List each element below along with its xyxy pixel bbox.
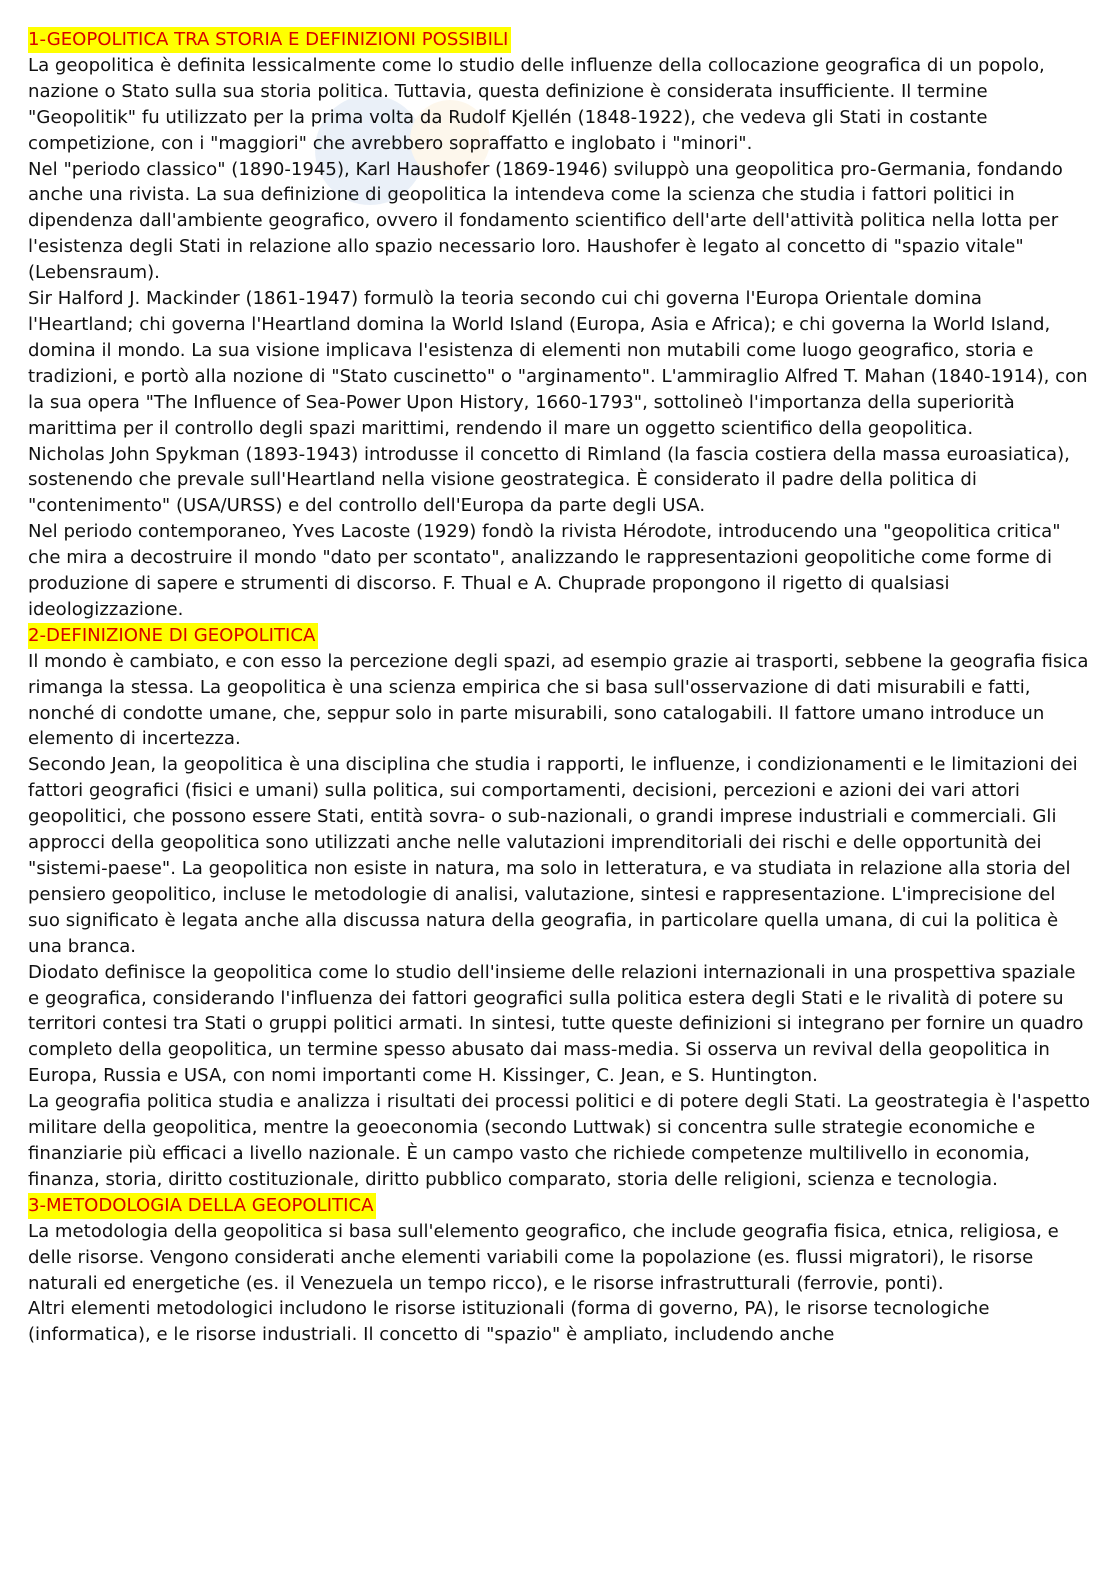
paragraph: Sir Halford J. Mackinder (1861-1947) formulò la teoria secondo cui chi governa l'Europa Orientale domina l'Heartland; chi governa l'Heartland domina la World Island (Europa, Asia e Africa); e chi governa la World Island, domina il mondo. La sua visione implicava l'esistenza di elementi non mutabili come luogo geografico, storia e tradizioni, e portò alla nozione di "Stato cuscinetto" o "arginamento". L'ammiraglio Alfred T. Mahan (1840-1914), con la sua opera "The Influence of Sea-Power Upon History, 1660-1793", sottolineò l'importanza della superiorità marittima per il controllo degli spazi marittimi, rendendo il mare un oggetto scientifico della geopolitica. [28, 288, 1088, 439]
paragraph: La geografia politica studia e analizza i risultati dei processi politici e di potere degli Stati. La geostrategia è l'aspetto militare della geopolitica, mentre la geoeconomia (secondo Luttwak) si concentra sulle strategie economiche e finanziarie più efficaci a livello nazionale. È un campo vasto che richiede competenze multilivello in economia, finanza, storia, diritto costituzionale, diritto pubblico comparato, storia delle religioni, scienza e tecnologia. [28, 1091, 1091, 1190]
paragraph: Il mondo è cambiato, e con esso la percezione degli spazi, ad esempio grazie ai trasporti, sebbene la geografia fisica rimanga la stessa. La geopolitica è una scienza empirica che si basa sull'osservazione di dati misurabili e fatti, nonché di condotte umane, che, seppur solo in parte misurabili, sono catalogabili. Il fattore umano introduce un elemento di incertezza. [28, 650, 1089, 750]
section-heading: 3-METODOLOGIA DELLA GEOPOLITICA [28, 1193, 376, 1219]
paragraph: Nicholas John Spykman (1893-1943) introdusse il concetto di Rimland (la fascia costiera della massa euroasiatica), sostenendo che prevale sull'Heartland nella visione geostrategica. È considerato il padre della politica di "contenimento" (USA/URSS) e del controllo dell'Europa da parte degli USA. [28, 443, 1070, 517]
paragraph: Nel periodo contemporaneo, Yves Lacoste (1929) fondò la rivista Hérodote, introducendo una "geopolitica critica" che mira a decostruire il mondo "dato per scontato", analizzando le rappresentazioni geopolitiche come forme di produzione di sapere e strumenti di discorso. F. Thual e A. Chuprade propongono il rigetto di qualsiasi ideologizzazione. [28, 521, 1061, 620]
document-page [28, 27, 1092, 1348]
section-heading: 1-GEOPOLITICA TRA STORIA E DEFINIZIONI POSSIBILI [28, 27, 511, 53]
section-heading: 2-DEFINIZIONE DI GEOPOLITICA [28, 623, 318, 649]
paragraph: Nel "periodo classico" (1890-1945), Karl Haushofer (1869-1946) sviluppò una geopolitica pro-Germania, fondando anche una rivista. La sua definizione di geopolitica la intendeva come la scienza che studia i fattori politici in dipendenza dall'ambiente geografico, ovvero il fondamento scientifico dell'arte dell'attività politica nella lotta per l'esistenza degli Stati in relazione allo spazio necessario loro. Haushofer è legato al concetto di "spazio vitale" (Lebensraum). [28, 158, 1063, 284]
paragraph: Diodato definisce la geopolitica come lo studio dell'insieme delle relazioni internazionali in una prospettiva spaziale e geografica, considerando l'influenza dei fattori geografici sulla politica estera degli Stati e le rivalità di potere su territori contesi tra Stati o gruppi politici armati. In sintesi, tutte queste definizioni si integrano per fornire un quadro completo della geopolitica, un termine spesso abusato dai mass-media. Si osserva un revival della geopolitica in Europa, Russia e USA, con nomi importanti come H. Kissinger, C. Jean, e S. Huntington. [28, 961, 1084, 1087]
paragraph: Secondo Jean, la geopolitica è una disciplina che studia i rapporti, le influenze, i condizionamenti e le limitazioni dei fattori geografici (fisici e umani) sulla politica, sui comportamenti, decisioni, percezioni e azioni dei vari attori geopolitici, che possono essere Stati, entità sovra- o sub-nazionali, o grandi imprese industriali e commerciali. Gli approcci della geopolitica sono utilizzati anche nelle valutazioni imprenditoriali dei rischi e delle opportunità dei "sistemi-paese". La geopolitica non esiste in natura, ma solo in letteratura, e va studiata in relazione alla storia del pensiero geopolitico, incluse le metodologie di analisi, valutazione, sintesi e rappresentazione. L'imprecisione del suo significato è legata anche alla discussa natura della geografia, in particolare quella umana, di cui la politica è una branca. [28, 754, 1078, 957]
section-2 [28, 623, 1092, 649]
paragraph: La metodologia della geopolitica si basa sull'elemento geografico, che include geografia fisica, etnica, religiosa, e delle risorse. Vengono considerati anche elementi variabili come la popolazione (es. flussi migratori), le risorse naturali ed energetiche (es. il Venezuela un tempo ricco), e le risorse infrastrutturali (ferrovie, ponti). [28, 1220, 1059, 1294]
section-3 [28, 1193, 1092, 1219]
paragraph: Altri elementi metodologici includono le risorse istituzionali (forma di governo, PA), le risorse tecnologiche (informatica), e le risorse industriali. Il concetto di "spazio" è ampliato, includendo anche [28, 1298, 990, 1346]
paragraph: La geopolitica è definita lessicalmente come lo studio delle influenze della collocazione geografica di un popolo, nazione o Stato sulla sua storia politica. Tuttavia, questa definizione è considerata insufficiente. Il termine "Geopolitik" fu utilizzato per la prima volta da Rudolf Kjellén (1848-1922), che vedeva gli Stati in costante competizione, con i "maggiori" che avrebbero sopraffatto e inglobato i "minori". [28, 54, 1045, 154]
section-1 [28, 27, 1092, 53]
